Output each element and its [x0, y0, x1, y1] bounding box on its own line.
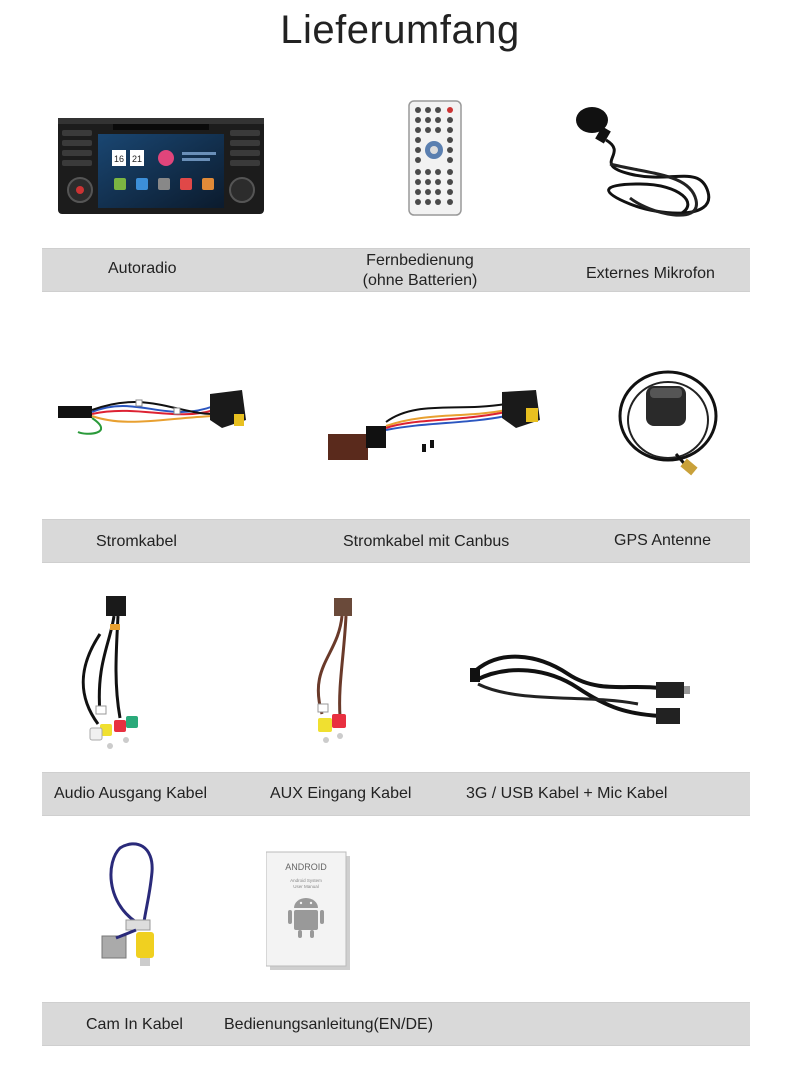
- manual-line1: Android System: [290, 878, 322, 883]
- item-label-power-cable: Stromkabel: [96, 533, 177, 550]
- item-label-autoradio: Autoradio: [108, 260, 177, 277]
- item-label-cam-in: Cam In Kabel: [86, 1016, 183, 1033]
- radio-clock-minute: 21: [131, 154, 143, 164]
- item-label-canbus-cable: Stromkabel mit Canbus: [343, 533, 510, 550]
- item-label-remote-line2: (ohne Batterien): [362, 272, 478, 289]
- item-label-remote-line1: Fernbedienung: [366, 252, 474, 269]
- remote-control-image: [408, 100, 462, 216]
- item-label-remote: [350, 251, 490, 291]
- item-label-microphone: Externes Mikrofon: [586, 265, 715, 282]
- item-label-aux-input: AUX Eingang Kabel: [270, 785, 412, 802]
- item-label-manual: Bedienungsanleitung(EN/DE): [224, 1016, 434, 1033]
- car-radio-image: [58, 116, 264, 216]
- microphone-image: [570, 104, 716, 224]
- manual-brand: ANDROID: [285, 862, 327, 872]
- manual-image: [266, 850, 352, 970]
- item-label-usb-cable: 3G / USB Kabel + Mic Kabel: [466, 785, 668, 802]
- item-label-gps: GPS Antenne: [614, 532, 711, 549]
- item-label-audio-output: Audio Ausgang Kabel: [54, 785, 208, 802]
- gps-antenna-image: [616, 364, 722, 480]
- canbus-power-cable-image: [326, 382, 548, 466]
- aux-input-cable-image: [298, 596, 362, 746]
- camera-cable-image: [96, 842, 176, 976]
- radio-clock-hour: 16: [113, 154, 125, 164]
- page-title: Lieferumfang: [280, 8, 520, 52]
- manual-line2: User Manual: [293, 884, 319, 889]
- usb-cable-image: [468, 644, 692, 730]
- audio-output-cable-image: [70, 594, 152, 754]
- power-cable-image: [46, 384, 250, 440]
